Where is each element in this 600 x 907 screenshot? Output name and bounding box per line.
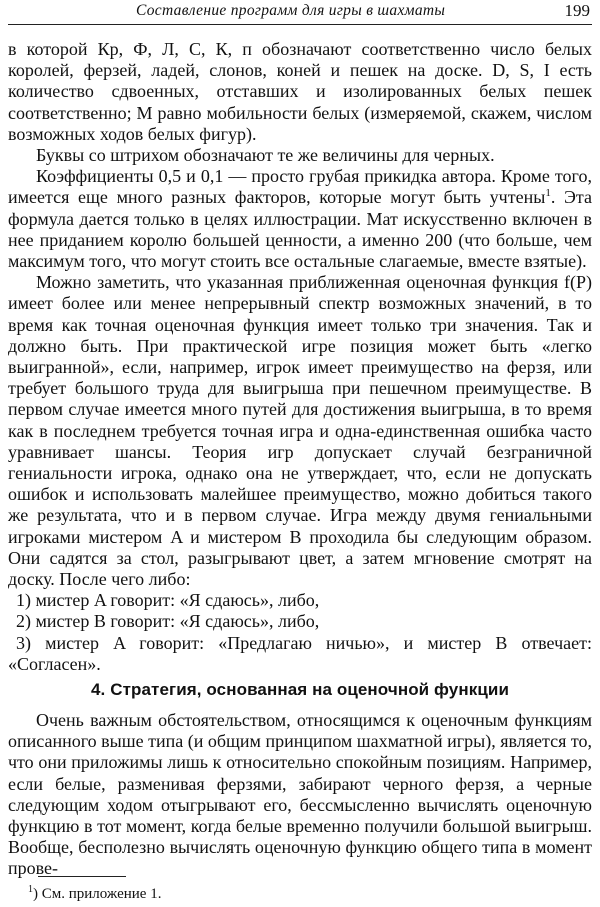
- running-header: [8, 0, 592, 25]
- main-text: [8, 39, 592, 675]
- paragraph-formula-legend: в которой Кр, Ф, Л, С, К, п обозначают соответственно число белых королей, ферзей, ладей, слонов, коней и пешек на доске. D, S, I есть количество сдвоенных, отставших и изолированных белых пешек соответственно; M равно мобильности белых (измеряемой, скажем, числом возможных ходов белых фигур).: [8, 39, 592, 144]
- paragraph-coefficients: [8, 166, 592, 272]
- section-heading: 4. Стратегия, основанная на оценочной функции: [91, 680, 509, 699]
- footnote: [28, 884, 161, 903]
- list-item: 3) мистер A говорит: «Предлагаю ничью», и мистер B отвечает: «Согласен».: [8, 632, 592, 674]
- outcome-list: [8, 590, 592, 675]
- footnote-divider: [38, 876, 126, 877]
- paragraph-coefficients-part2: . Эта формула дается только в целях иллюстрации. Мат искусственно включен в нее приданием королю большей ценности, а именно 200 (что больше, чем максимум того, что могут стоить все остальные слагаемые, вместе взятые).: [8, 187, 592, 272]
- list-item: 2) мистер B говорит: «Я сдаюсь», либо,: [16, 611, 320, 632]
- paragraph-evaluation-function: Можно заметить, что указанная приближенная оценочная функция f(P) имеет более или менее непрерывный спектр возможных значений, в то время как точная оценочная функция имеет только три значения. Так и должно быть. При практической игре позиция может быть «легко выигранной», если, например, игрок имеет преимущество на ферзя, или требует большого труда для выигрыша при пешечном преимуществе. В первом случае имеется много путей для достижения выигрыша, в то время как в последнем требуется точная игра и одна-единственная ошибка часто уравнивает шансы. Теория игр допускает случай безграничной гениальности игрока, однако она не утверждает, что, если не допускать ошибок и использовать малейшее преимущество, можно добиться такого же результата, что и в первом случае. Игра между двумя гениальными игроками мистером A и мистером B проходила бы следующим образом. Они садятся за стол, разыгрывают цвет, а затем мгновение смотрят на доску. После чего либо:: [8, 272, 592, 590]
- running-title: Составление программ для игры в шахматы: [136, 2, 446, 19]
- footnote-marker: 1: [28, 884, 33, 895]
- list-item: 1) мистер A говорит: «Я сдаюсь», либо,: [16, 590, 320, 611]
- footnote-reference: 1: [545, 187, 551, 200]
- paragraph-primed-letters: Буквы со штрихом обозначают те же величины для черных.: [36, 145, 495, 166]
- page-number: 199: [564, 1, 590, 20]
- section-text: [8, 710, 592, 880]
- paragraph-coefficients-part1: Коэффициенты 0,5 и 0,1 — просто грубая прикидка автора. Кроме того, имеется еще много разных факторов, которые могут быть учтены: [8, 166, 592, 208]
- book-page: [8, 0, 592, 907]
- paragraph-section-4: Очень важным обстоятельством, относящимся к оценочным функциям описанного выше типа (и общим принципом шахматной игры), является то, что они приложимы лишь к относительно спокойным позициям. Например, если белые, разменивая ферзями, забирают черного ферзя, а черные следующим ходом отыгрывают его, бессмысленно вычислять оценочную функцию в тот момент, когда белые временно получили большой выигрыш. Вообще, бесполезно вычислять оценочную функцию общего типа в момент прове-: [8, 710, 592, 879]
- footnote-text: ) См. приложение 1.: [33, 886, 162, 902]
